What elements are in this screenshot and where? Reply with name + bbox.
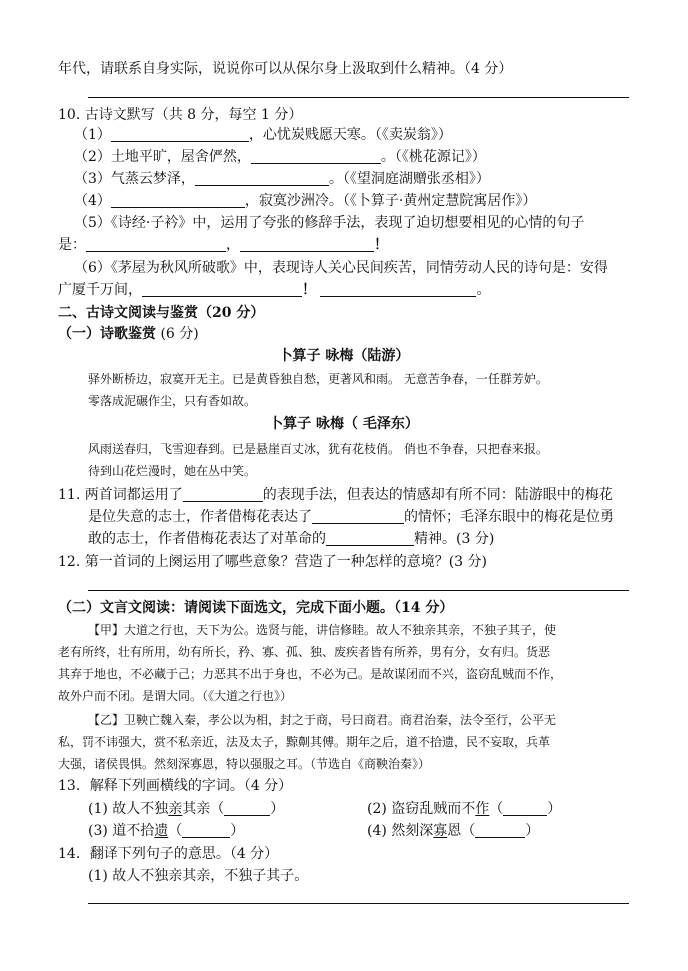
q10-item-4-num: （4） bbox=[74, 193, 111, 209]
yi-line-3: 大强，诸侯畏惧。然刻深寡恩，特以强服之耳。（节选自《商鞅治秦》） bbox=[58, 757, 431, 771]
q10-item-4-text: ，寂寞沙洲冷。（《卜算子·黄州定慧院寓居作》） bbox=[244, 193, 537, 209]
part1-title: （一）诗歌鉴赏 bbox=[58, 326, 156, 342]
q13-item-1-pre: (1) 故人不独 bbox=[88, 801, 169, 817]
q10-item-5-line2 bbox=[58, 236, 388, 254]
q13-title: 13．解释下列画横线的字词。（4 分） bbox=[58, 778, 293, 794]
q13-item-4-word: 寡 bbox=[433, 823, 448, 839]
q10-item-5-comma: ， bbox=[226, 237, 240, 253]
part2-title: （二）文言文阅读：请阅读下面选文，完成下面小题。（14 分） bbox=[58, 600, 454, 616]
poem2-line2: 待到山花烂漫时，她在丛中笑。 bbox=[88, 464, 257, 478]
q11-blank-2[interactable] bbox=[312, 509, 404, 524]
q10-item-3-text: （3）气蒸云梦泽， bbox=[74, 171, 195, 187]
section2-title: 二、古诗文阅读与鉴赏（20 分） bbox=[58, 305, 265, 321]
q12-text: 12. 第一首词的上阕运用了哪些意象？营造了一种怎样的意境？(3 分) bbox=[58, 554, 487, 570]
q10-blank-5b[interactable] bbox=[240, 237, 374, 252]
q13-item-1-word: 亲 bbox=[168, 801, 183, 817]
q13-item-2-pre: (2) 盗窃乱贼而不 bbox=[367, 801, 476, 817]
q10-blank-6b[interactable] bbox=[320, 282, 476, 297]
q10-blank-4[interactable] bbox=[111, 193, 245, 208]
jia-line-3: 其弃于地也，不必藏于己；力恶其不出于身也，不必为己。是故谋闭而不兴，盗窃乱贼而不作， bbox=[58, 667, 563, 681]
jia-line-4: 故外户而不闭。是谓大同。（《大道之行也》） bbox=[58, 689, 293, 703]
q13-blank-1[interactable] bbox=[224, 801, 270, 816]
q13-item-4-pre: (4) 然刻深 bbox=[367, 823, 434, 839]
q13-blank-4[interactable] bbox=[475, 823, 525, 838]
q11-line3 bbox=[88, 530, 494, 548]
q13-item-1-close: ） bbox=[270, 801, 285, 817]
q10-item-6-mid: ！ bbox=[302, 282, 316, 298]
poem2-line1: 风雨送春归，飞雪迎春到。已是悬崖百丈冰，犹有花枝俏。 俏也不争春，只把春来报。 bbox=[88, 442, 548, 456]
q13-item-1-post: 其亲（ bbox=[182, 801, 225, 817]
q10-item-6-line2 bbox=[58, 281, 490, 299]
q10-item-1 bbox=[74, 126, 452, 144]
q11-line1-after: 的表现手法，但表达的情感却有所不同：陆游眼中的梅花 bbox=[262, 487, 613, 503]
yi-line-1: 【乙】卫鞅亡魏入秦，孝公以为相，封之于商，号曰商君。商君治秦，法令至行，公平无 bbox=[88, 713, 557, 727]
q10-item-2-text: （2）土地平旷，屋舍俨然， bbox=[74, 149, 251, 165]
part1-heading bbox=[58, 325, 199, 343]
q14-item-1: (1) 故人不独亲其亲，不独子其子。 bbox=[88, 868, 309, 884]
q11-line3-after: 精神。(3 分) bbox=[414, 531, 495, 547]
q13-item-2-word: 作 bbox=[475, 801, 490, 817]
q10-blank-6a[interactable] bbox=[142, 282, 302, 297]
q10-item-2-source: 。（《桃花源记》） bbox=[380, 149, 486, 165]
q13-item-3-close: ） bbox=[230, 823, 245, 839]
q14-title: 14．翻译下列句子的意思。（4 分） bbox=[58, 846, 279, 862]
q10-item-6-prefix: 广厦千万间， bbox=[58, 282, 142, 298]
q13-item-1 bbox=[88, 800, 284, 818]
answer-line-2[interactable] bbox=[88, 590, 629, 591]
q11-blank-1[interactable] bbox=[183, 487, 263, 502]
poem2-title: 卜算子 咏梅（ 毛泽东） bbox=[269, 416, 419, 432]
q13-item-3-post: （ bbox=[168, 823, 183, 839]
poem1-line1: 驿外断桥边，寂寞开无主。已是黄昏独自愁，更著风和雨。 无意苦争春，一任群芳妒。 bbox=[88, 372, 548, 386]
q10-blank-1[interactable] bbox=[111, 127, 249, 142]
q10-title: 10. 古诗文默写（共 8 分，每空 1 分） bbox=[58, 107, 303, 123]
q13-item-4-close: ） bbox=[525, 823, 540, 839]
q10-item-3-source: 。（《望洞庭湖赠张丞相》） bbox=[328, 171, 490, 187]
q11-line1 bbox=[58, 486, 613, 504]
q10-blank-3[interactable] bbox=[195, 171, 329, 186]
q11-line2-before: 是位失意的志士，作者借梅花表达了 bbox=[88, 509, 312, 525]
answer-line-3[interactable] bbox=[88, 903, 629, 904]
q10-blank-5a[interactable] bbox=[86, 237, 226, 252]
q13-item-3-word: 遗 bbox=[154, 823, 169, 839]
yi-line-2: 私，罚不讳强大，赏不私亲近，法及太子，黥劓其傅。期年之后，道不拾遗，民不妄取，兵革 bbox=[58, 735, 551, 749]
q11-blank-3[interactable] bbox=[326, 531, 414, 546]
jia-line-2: 老有所终，壮有所用，幼有所长，矜、寡、孤、独、废疾者皆有所养，男有分，女有归。货恶 bbox=[58, 645, 551, 659]
q11-line2 bbox=[88, 508, 614, 526]
q13-item-3 bbox=[88, 822, 244, 840]
q10-item-6-end: 。 bbox=[476, 282, 491, 298]
q13-item-2 bbox=[367, 800, 561, 818]
q10-item-3 bbox=[74, 170, 490, 188]
q13-item-3-pre: (3) 道不拾 bbox=[88, 823, 155, 839]
q13-blank-2[interactable] bbox=[503, 801, 547, 816]
q11-line3-before: 敢的志士，作者借梅花表达了对革命的 bbox=[88, 531, 326, 547]
q10-item-4 bbox=[74, 192, 536, 210]
poem1-line2: 零落成泥碾作尘，只有香如故。 bbox=[88, 394, 257, 408]
q13-item-4 bbox=[367, 822, 539, 840]
q11-line2-after: 的情怀；毛泽东眼中的梅花是位勇 bbox=[404, 509, 614, 525]
q10-item-2 bbox=[74, 148, 486, 166]
q10-item-5-line1: （5）《诗经·子衿》中，运用了夸张的修辞手法，表现了迫切想要相见的心情的句子 bbox=[74, 215, 585, 231]
q13-blank-3[interactable] bbox=[182, 823, 230, 838]
q10-item-5-prefix: 是： bbox=[58, 237, 86, 253]
answer-line-1[interactable] bbox=[88, 97, 629, 98]
q13-item-4-post: 恩（ bbox=[447, 823, 476, 839]
q13-item-2-close: ） bbox=[547, 801, 562, 817]
intro-line: 年代，请联系自身实际，说说你可以从保尔身上汲取到什么精神。（4 分） bbox=[58, 61, 513, 77]
q10-item-1-text: ，心忧炭贱愿天寒。（《卖炭翁》） bbox=[248, 127, 452, 143]
jia-line-1: 【甲】大道之行也，天下为公。选贤与能，讲信修睦。故人不独亲其亲，不独子其子，使 bbox=[88, 623, 557, 637]
poem1-title: 卜算子 咏梅（陆游） bbox=[278, 348, 410, 364]
q10-item-5-end: ！ bbox=[374, 237, 388, 253]
part1-score: (6 分) bbox=[160, 326, 199, 342]
q10-item-6-line1: （6）《茅屋为秋风所破歌》中，表现诗人关心民间疾苦，同情劳动人民的诗句是：安得 bbox=[74, 260, 608, 276]
q10-item-1-num: （1） bbox=[74, 127, 111, 143]
q10-blank-2[interactable] bbox=[251, 149, 381, 164]
q13-item-2-post: （ bbox=[489, 801, 504, 817]
q11-line1-before: 11. 两首词都运用了 bbox=[58, 487, 183, 503]
